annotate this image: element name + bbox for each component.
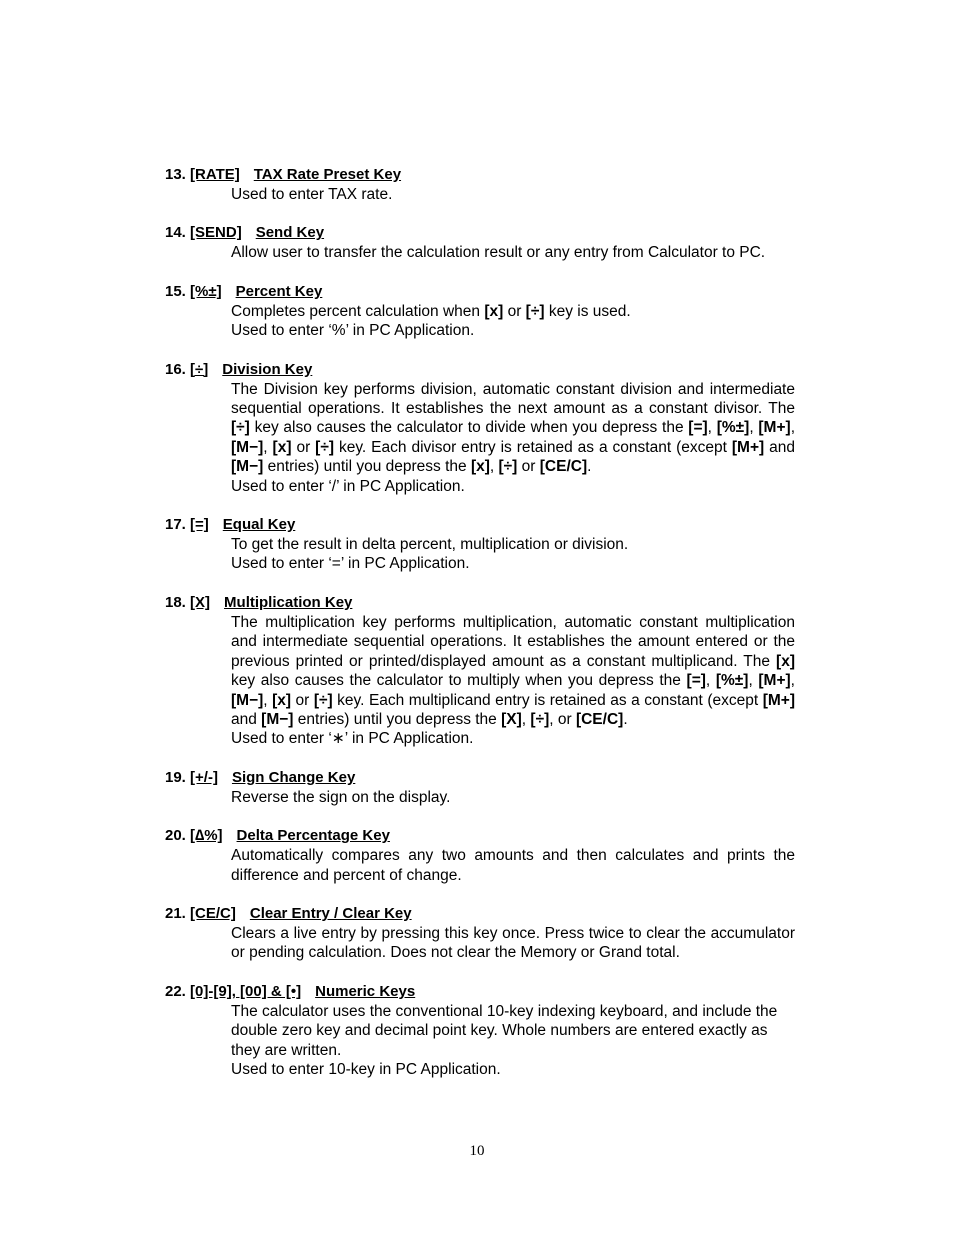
entry-key-symbol: [CE/C] [190,904,236,922]
key-entry [165,593,795,749]
entry-description [231,924,795,963]
entry-key-symbol: [X] [190,593,211,611]
entry-heading [165,515,795,535]
description-text: Automatically compares any two amounts and then calculates and prints the difference and percent of change. [231,847,795,884]
entry-title: Division Key [222,360,313,378]
description-text: , [263,438,273,456]
description-line [231,185,795,204]
entry-heading [165,826,795,846]
description-text: , [705,672,716,690]
entry-key-symbol: [SEND] [190,224,242,242]
entry-title: Equal Key [222,516,296,534]
description-text: . [623,710,628,728]
key-reference: [CE/C] [539,458,588,476]
description-text: , [707,419,717,437]
description-text: and [764,438,795,456]
key-entry [165,904,795,963]
description-text: or [503,302,526,320]
description-text: , [790,419,795,437]
key-reference: [=] [686,672,706,690]
key-reference: [÷] [525,302,545,320]
description-text: Completes percent calculation when [231,302,485,320]
entry-heading [165,593,795,613]
description-text: key also causes the calculator to multiply when you depress the [231,672,687,690]
entry-number: 17. [165,516,186,534]
entry-key-symbol: [+/-] [190,768,218,786]
key-reference: [CE/C] [575,710,624,728]
key-reference: [÷] [313,691,333,709]
description-line [231,1060,795,1079]
description-text: , [790,672,795,690]
key-reference: [M+] [731,438,765,456]
entry-number: 20. [165,827,186,845]
description-text: , [489,458,499,476]
description-text: To get the result in delta percent, multiplication or division. [231,536,629,554]
description-text: The calculator uses the conventional 10-key indexing keyboard, and include the double zero key and decimal point key. Whole numbers are entered exactly as they are written. [231,1002,778,1059]
entry-description [231,613,795,749]
key-descriptions-list [165,165,795,1098]
page-number: 10 [469,1143,485,1159]
key-reference: [M+] [762,691,795,709]
description-text: , [521,710,531,728]
description-line [231,924,795,963]
entry-number: 16. [165,360,186,378]
entry-key-symbol: [%±] [190,282,222,300]
key-reference: [x] [776,652,795,670]
description-text: and [231,710,262,728]
description-text: key. Each multiplicand entry is retained as a constant (except [332,691,763,709]
key-reference: [M+] [758,419,791,437]
entry-description [231,185,795,204]
description-text: or [517,458,540,476]
entry-heading [165,165,795,185]
key-reference: [M+] [758,672,791,690]
description-line [231,302,795,321]
key-reference: [x] [272,438,292,456]
key-reference: [M−] [261,710,294,728]
key-entry [165,282,795,341]
description-text: key. Each divisor entry is retained as a constant (except [334,438,732,456]
description-line [231,243,795,262]
description-text: Reverse the sign on the display. [231,788,451,806]
entry-number: 13. [165,166,186,183]
entry-description [231,243,795,262]
description-text: Used to enter TAX rate. [231,186,393,203]
description-text: The Division key performs division, automatic constant division and intermediate sequential operations. It establishes the next amount as a constant divisor. The [231,380,795,418]
entry-title: Multiplication Key [224,593,353,611]
entry-key-symbol: [0]-[9], [00] & [•] [190,982,302,1000]
key-reference: [=] [688,419,708,437]
entry-key-symbol: [÷] [190,360,209,378]
key-reference: [÷] [315,438,335,456]
description-text: Allow user to transfer the calculation result or any entry from Calculator to PC. [231,244,766,262]
entry-number: 15. [165,282,186,300]
description-text: or [291,691,314,709]
entry-number: 18. [165,593,186,611]
entry-description [231,380,795,496]
key-reference: [÷] [231,419,250,437]
entry-heading [165,282,795,302]
key-reference: [x] [484,302,504,320]
entry-title: Sign Change Key [231,768,356,786]
key-reference: [M−] [231,458,264,476]
description-line [231,1002,795,1060]
key-reference: [%±] [716,419,750,437]
key-entry [165,768,795,807]
key-entry [165,223,795,262]
description-line [231,535,795,554]
description-text: key also causes the calculator to divide when you depress the [249,419,689,437]
entry-heading [165,904,795,924]
key-entry [165,515,795,574]
description-text: key is used. [544,302,631,320]
description-text: , [263,691,273,709]
entry-title: Send Key [255,224,325,242]
entry-title: TAX Rate Preset Key [253,166,402,183]
entry-number: 14. [165,224,186,242]
description-text: The multiplication key performs multiplication, automatic constant multiplication and intermediate sequential operations. It establishes the amount entered or the previous printed or printed/displayed amount as a constant multiplicand. The [231,613,795,670]
entry-description [231,846,795,885]
description-text: Used to enter ‘=’ in PC Application. [231,555,470,573]
description-line [231,477,795,496]
entry-key-symbol: [∆%] [190,827,223,845]
key-reference: [÷] [530,710,550,728]
entry-description [231,1002,795,1080]
description-text: , [748,672,759,690]
entry-title: Numeric Keys [315,982,416,1000]
entry-number: 21. [165,904,186,922]
description-text: Used to enter ‘%’ in PC Application. [231,322,475,340]
entry-title: Percent Key [235,282,323,300]
description-line [231,380,795,477]
description-text: . [587,458,592,476]
description-line [231,613,795,729]
entry-heading [165,223,795,243]
entry-description [231,302,795,341]
key-entry [165,165,795,204]
description-text: , [749,419,759,437]
description-text: entries) until you depress the [263,458,471,476]
entry-heading [165,360,795,380]
entry-number: 19. [165,768,186,786]
entry-key-symbol: [=] [190,516,209,534]
description-line [231,554,795,573]
description-line [231,729,795,748]
key-reference: [x] [272,691,292,709]
description-text: or [291,438,316,456]
entry-key-symbol: [RATE] [190,166,240,183]
entry-title: Delta Percentage Key [236,827,390,845]
key-entry [165,982,795,1080]
key-entry [165,360,795,496]
entry-number: 22. [165,982,186,1000]
entry-heading [165,982,795,1002]
description-line [231,846,795,885]
key-reference: [÷] [498,458,518,476]
key-reference: [X] [501,710,522,728]
key-reference: [M−] [231,438,264,456]
description-text: Clears a live entry by pressing this key once. Press twice to clear the accumulator or pending calculation. Does not clear the Memory or Grand total. [231,924,795,962]
description-text: Used to enter ‘∗’ in PC Application. [231,730,474,748]
description-text: Used to enter ‘/’ in PC Application. [231,477,465,495]
description-text: entries) until you depress the [293,710,502,728]
key-reference: [M−] [231,691,264,709]
description-text: Used to enter 10-key in PC Application. [231,1060,501,1078]
key-reference: [x] [470,458,490,476]
key-reference: [%±] [715,672,749,690]
entry-description [231,535,795,574]
entry-heading [165,768,795,788]
key-entry [165,826,795,885]
description-line [231,788,795,807]
description-line [231,321,795,340]
entry-title: Clear Entry / Clear Key [249,904,412,922]
description-text: , or [549,710,576,728]
entry-description [231,788,795,807]
